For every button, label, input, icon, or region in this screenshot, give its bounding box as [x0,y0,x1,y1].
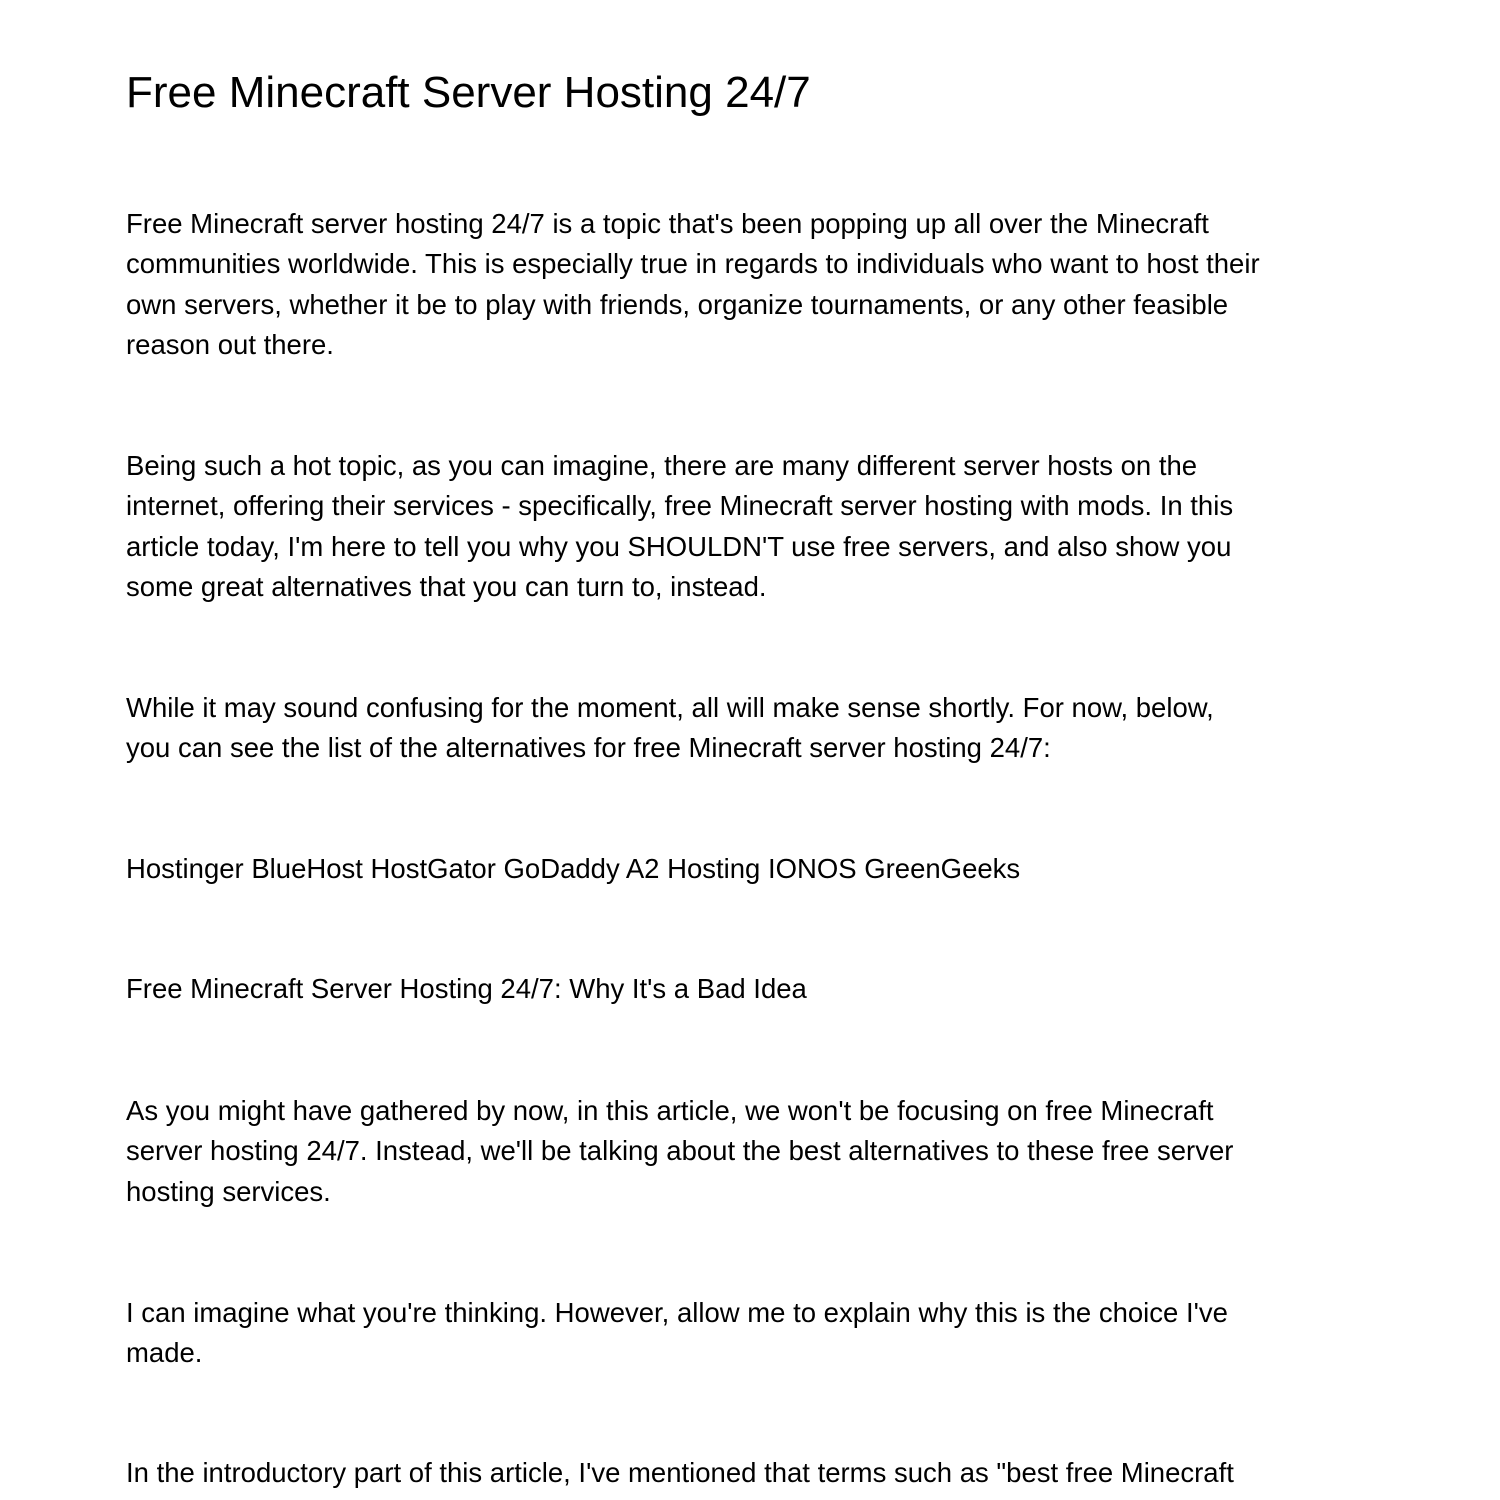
text-line: internet, offering their services - specifically, free Minecraft server hosting with mods. In this [126,490,1234,522]
text-line: Free Minecraft server hosting 24/7 is a topic that's been popping up all over the Minecraft [126,208,1209,239]
text-line: As you might have gathered by now, in this article, we won't be focusing on free Minecraft [126,1095,1214,1126]
alternatives-intro-paragraph [126,688,1214,769]
explanation-paragraph [126,1293,1228,1374]
text-line: reason out there. [126,328,334,360]
text-line: Being such a hot topic, as you can imagine, there are many different server hosts on the [126,450,1198,481]
section-heading-bad-idea [126,969,807,1009]
document-title: Free Minecraft Server Hosting 24/7 [126,68,811,117]
text-line: article today, I'm here to tell you why you SHOULDN'T use free servers, and also show you [126,530,1232,562]
text-line: server hosting 24/7. Instead, we'll be talking about the best alternatives to these free server [126,1135,1234,1167]
text-line: communities worldwide. This is especially true in regards to individuals who want to host their [126,248,1260,280]
focus-paragraph [126,1091,1233,1212]
text-line: made. [126,1337,203,1369]
intro-paragraph [126,204,1260,365]
text-line: own servers, whether it be to play with friends, organize tournaments, or any other feasible [126,288,1229,320]
text-line: I can imagine what you're thinking. However, allow me to explain why this is the choice I've [126,1297,1228,1328]
text-line: some great alternatives that you can turn to, instead. [126,570,767,602]
text-line: While it may sound confusing for the moment, all will make sense shortly. For now, below, [126,692,1214,723]
introductory-terms-paragraph [126,1453,1234,1493]
hot-topic-paragraph [126,446,1233,607]
hosting-list [126,849,1020,889]
text-line: Hostinger BlueHost HostGator GoDaddy A2 Hosting IONOS GreenGeeks [126,853,1021,884]
text-line: In the introductory part of this article, I've mentioned that terms such as "best free Minecraft [126,1457,1234,1488]
text-line: Free Minecraft Server Hosting 24/7: Why It's a Bad Idea [126,973,807,1004]
text-line: you can see the list of the alternatives for free Minecraft server hosting 24/7: [126,732,1051,764]
text-line: hosting services. [126,1175,331,1207]
